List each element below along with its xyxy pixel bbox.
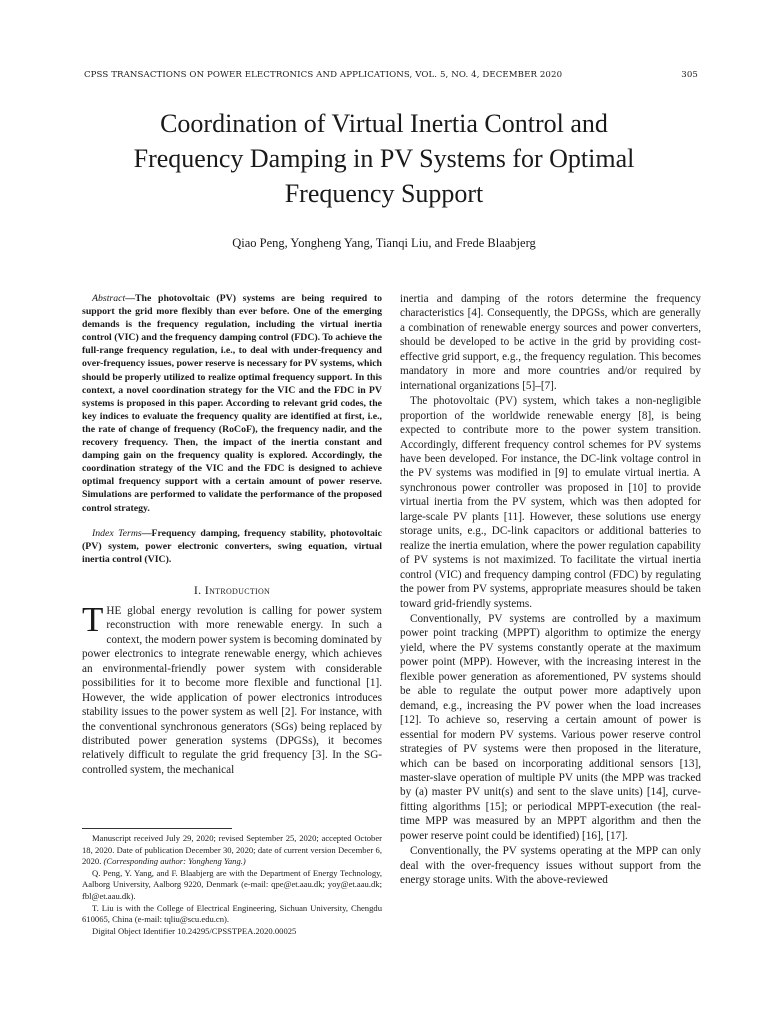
index-terms — [82, 527, 382, 566]
right-column — [400, 292, 701, 888]
title-line-3: Frequency Support — [284, 179, 484, 208]
running-header — [84, 70, 698, 84]
manuscript-dates: Manuscript received July 29, 2020; revised September 25, 2020; accepted October 18, 2020. Date of publication December 30, 2020; date of current version December 6, 2020. — [82, 833, 382, 867]
intro-text: HE global energy revolution is calling for power system reconstruction with more renewable energy. In such a context, the modern power system is becoming dominated by power electronics to integrate renewable energy, which achieves an environmental-friendly power system with considerable possibilities for it to become more flexible and functional [1]. However, the wide application of power electronics introduces stability issues to the power system as well [2]. For instance, with the conventional synchronous generators (SGs) being replaced by distributed power generation systems (DPGSs), it becomes relatively difficult to regulate the grid frequency [3]. In the SG-controlled system, the mechanical — [82, 604, 382, 776]
right-paragraph-2: The photovoltaic (PV) system, which takes a non-negligible proportion of the worldwide renewable energy [8], is being expected to contribute more to the power system transition. Accordingly, different frequency control schemes for PV systems have been developed. For instance, the DC-link voltage control in the PV systems was modified in [9] to emulate virtual inertia. A synchronous power controller was proposed in [10] to provide virtual inertia from the PV system, which was then adopted for large-scale PV plants [11]. However, these solutions use energy storage units, e.g., DC-link capacitors or additional batteries to realize the inertia emulation, where the power regulation capability of PV systems is not maximized. To facilitate the virtual inertia control (VIC) and frequency damping control (FDC) by regulating the power from PV systems, appropriate measures should be taken toward grid-friendly systems. — [400, 395, 701, 610]
footnote-manuscript — [82, 833, 382, 868]
footnote-rule — [82, 828, 232, 829]
section-heading-introduction — [82, 583, 382, 598]
abstract — [82, 292, 382, 515]
abstract-text: —The photovoltaic (PV) systems are being required to support the grid more flexibly than ever before. One of the emerging demands is the frequency regulation, including the virtual inertia control (VIC) and the frequency damping control (FDC). To achieve the full-range frequency regulation, i.e., to deal with under-frequency and over-frequency issues, power reserve is necessary for PV systems, which should be properly utilized to realize optimal frequency support. In this context, a novel coordination strategy for the VIC and the FDC in PV systems is proposed in this paper. According to relevant grid codes, the key indices to evaluate the frequency quality are identified at first, i.e., the rate of change of frequency (RoCoF), the frequency nadir, and the recovery frequency. Then, the impact of the inertia constant and damping gain on the frequency quality is explored. Accordingly, the coordination strategy of the VIC and the FDC is designed to achieve optimal frequency support with a certain amount of power reserve. Simulations are performed to validate the performance of the proposed control strategy. — [82, 293, 382, 514]
journal-name: CPSS TRANSACTIONS ON POWER ELECTRONICS AND APPLICATIONS, VOL. 5, NO. 4, DECEMBER 2020 — [84, 70, 563, 80]
footnote-doi: Digital Object Identifier 10.24295/CPSSTPEA.2020.00025 — [92, 925, 297, 936]
title-line-2: Frequency Damping in PV Systems for Optimal — [133, 144, 635, 173]
footnote-affiliation-1: Q. Peng, Y. Yang, and F. Blaabjerg are with the Department of Energy Technology, Aalborg University, Aalborg 9220, Denmark (e-mail: qpe@et.aau.dk; yoy@et.aau.dk; fbl@et.aau.dk). — [82, 867, 382, 901]
author-list: Qiao Peng, Yongheng Yang, Tianqi Liu, and Frede Blaabjerg — [232, 236, 536, 250]
title-line-1: Coordination of Virtual Inertia Control and — [160, 109, 608, 138]
left-column — [82, 292, 382, 777]
section-title-rest: ntroduction — [209, 582, 271, 597]
footnotes — [82, 833, 382, 937]
footnote-affiliation-2: T. Liu is with the College of Electrical Engineering, Sichuan University, Chengdu 610065, China (e-mail: tqliu@scu.edu.cn). — [82, 902, 382, 925]
right-paragraph-3: Conventionally, PV systems are controlled by a maximum power point tracking (MPPT) algorithm to optimize the energy yield, where the PV systems constantly operate at the maximum power point (MPP). However, with the increasing interest in the flexible power generation as aforementioned, PV systems should be able to regulate the output power more adaptively upon demand, e.g., increasing the PV power when the load increases [12]. To achieve so, reserving a certain amount of power is essential for modern PV systems. Various power reserve control strategies of PV systems were then proposed in the literature, which can be based on incorporating additional sensors [13], master-slave operation of multiple PV units (the MPP was tracked by (a) master PV unit(s) and sent to the slave units) [14], curve-fitting algorithms [15]; or periodical MPPT-execution (the real-time MPP was measured by an MPPT algorithm and then the power reserve point could be identified) [16], [17]. — [400, 612, 701, 842]
drop-cap: T — [82, 599, 104, 639]
index-terms-label: Index Terms — [92, 527, 142, 539]
section-title-initial: I — [204, 582, 210, 597]
paper-title — [60, 106, 708, 211]
corresponding-author: (Corresponding author: Yongheng Yang.) — [103, 856, 246, 867]
index-terms-text: —Frequency damping, frequency stability, photovoltaic (PV) system, power electronic converters, swing equation, virtual inertia control (VIC). — [82, 527, 382, 565]
section-numeral: I. — [193, 582, 205, 597]
abstract-label: Abstract — [92, 293, 126, 304]
intro-paragraph-1 — [82, 599, 382, 777]
page-number: 305 — [681, 70, 698, 80]
right-paragraph-1: inertia and damping of the rotors determine the frequency characteristics [4]. Consequently, the DPGSs, which are generally a combination of renewable energy sources and power converters, should be developed to be active in the grid by providing cost-effective grid support, e.g., the frequency regulation. This becomes mandatory in more and more countries and/or required by international organizations [5]–[7]. — [400, 293, 701, 392]
right-paragraph-4: Conventionally, the PV systems operating at the MPP can only deal with the over-frequency issues without support from the energy storage units. With the above-reviewed — [400, 845, 701, 887]
